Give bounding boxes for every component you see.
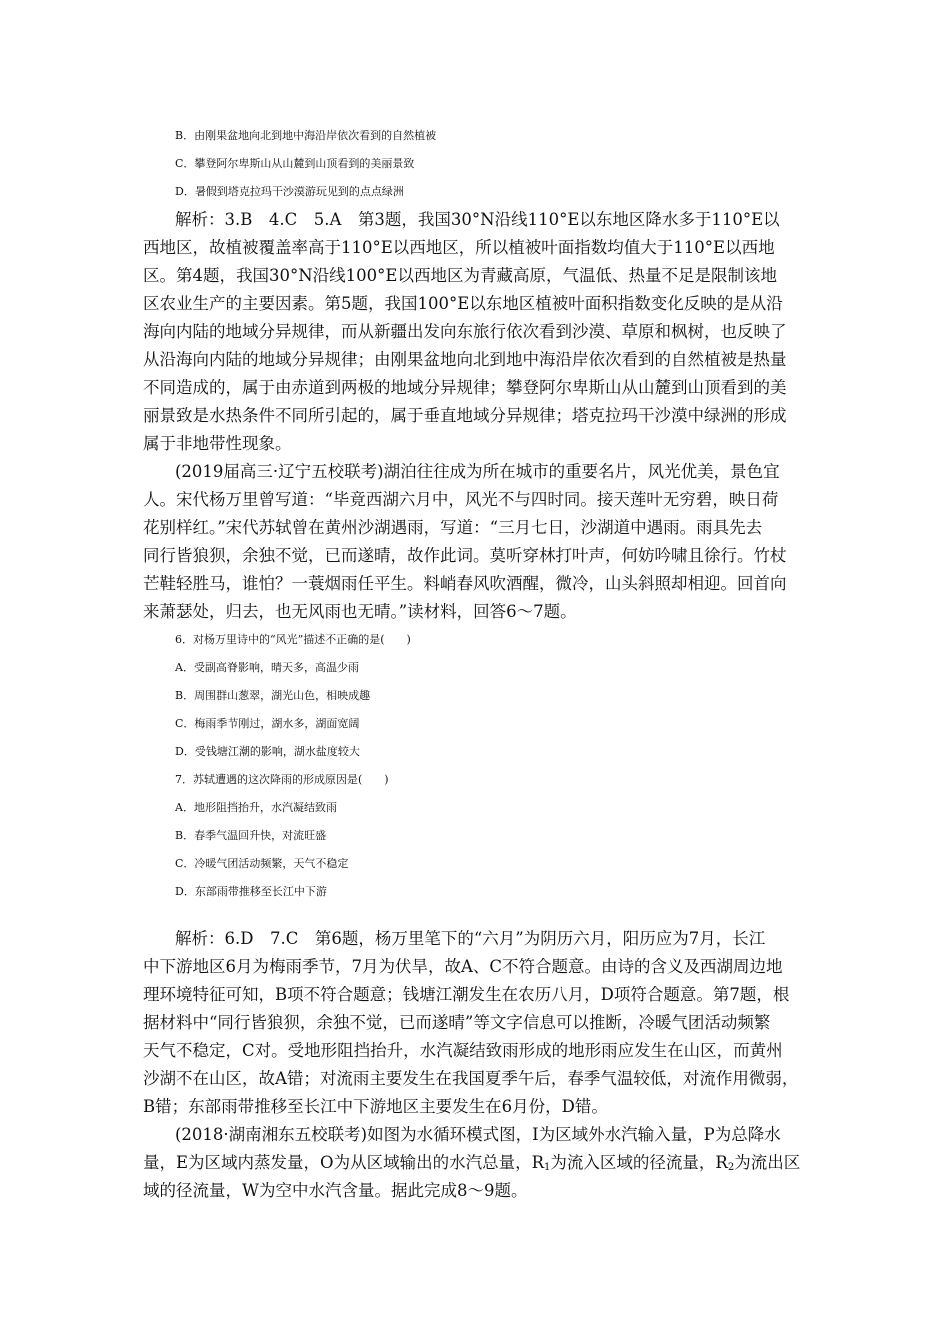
- q7-option-a: A．地形阻挡抬升，水汽凝结致雨: [175, 801, 337, 814]
- material-8-9-line: (2018·湖南湘东五校联考)如图为水循环模式图，I为区域外水汽输入量，P为总降水: [175, 1125, 781, 1144]
- material-6-7-line: 花别样红。”宋代苏轼曾在黄州沙湖遇雨，写道：“三月七日，沙湖道中遇雨。雨具先去: [143, 518, 763, 537]
- material-8-9-line: 域的径流量，W为空中水汽含量。据此完成8～9题。: [143, 1181, 528, 1200]
- analysis-3-5-line: 区农业生产的主要因素。第5题，我国100°E以东地区植被叶面积指数变化反映的是从沿: [143, 294, 783, 313]
- material-6-7-line: (2019届高三·辽宁五校联考)湖泊往往成为所在城市的重要名片，风光优美，景色宜: [175, 462, 780, 481]
- material-8-9-line: [143, 1149, 833, 1176]
- q5-option-d: D．暑假到塔克拉玛干沙漠游玩见到的点点绿洲: [175, 185, 404, 198]
- q5-option-c: C．攀登阿尔卑斯山从山麓到山顶看到的美丽景致: [175, 157, 415, 170]
- analysis-3-5-line: 解析：3.B 4.C 5.A 第3题，我国30°N沿线110°E以东地区降水多于110°E以: [175, 210, 780, 229]
- q7-option-d: D．东部雨带推移至长江中下游: [175, 885, 327, 898]
- analysis-3-5-line: 海向内陆的地域分异规律，而从新疆出发向东旅行依次看到沙漠、草原和枫树，也反映了: [143, 322, 787, 341]
- material-6-7-line: 人。宋代杨万里曾写道：“毕竟西湖六月中，风光不与四时同。接天莲叶无穷碧，映日荷: [143, 490, 779, 509]
- material-6-7-line: 来萧瑟处，归去，也无风雨也无晴。”读材料，回答6～7题。: [143, 602, 577, 621]
- material-6-7-line: 同行皆狼狈，余独不觉，已而遂晴，故作此词。莫听穿林打叶声，何妨吟啸且徐行。竹杖: [143, 546, 787, 565]
- q6-option-d: D．受钱塘江潮的影响，湖水盐度较大: [175, 745, 360, 758]
- subscript-2: 2: [727, 1162, 735, 1173]
- subscript-1: 1: [544, 1162, 551, 1173]
- q5-option-b: B．由刚果盆地向北到地中海沿岸依次看到的自然植被: [175, 129, 437, 142]
- analysis-3-5-line: 属于非地带性现象。: [143, 434, 292, 453]
- analysis-6-7-line: 天气不稳定，C对。受地形阻挡抬升，水汽凝结致雨形成的地形雨应发生在山区，而黄州: [143, 1041, 783, 1060]
- q6-stem: 6．对杨万里诗中的“风光”描述不正确的是( ): [175, 633, 411, 646]
- analysis-6-7-line: 理环境特征可知，B项不符合题意；钱塘江潮发生在农历八月，D项符合题意。第7题，根: [143, 985, 790, 1004]
- q6-option-c: C．梅雨季节刚过，湖水多，湖面宽阔: [175, 717, 360, 730]
- q7-option-b: B．春季气温回升快，对流旺盛: [175, 829, 327, 842]
- q6-option-a: A．受副高脊影响，晴天多，高温少雨: [175, 661, 359, 674]
- material-8-9-text: 量，E为区域内蒸发量，O为从区域输出的水汽总量，R: [143, 1153, 544, 1172]
- analysis-6-7-line: 沙湖不在山区，故A错；对流雨主要发生在我国夏季午后，春季气温较低，对流作用微弱，: [143, 1069, 799, 1088]
- q6-option-b: B．周围群山葱翠，湖光山色，相映成趣: [175, 689, 371, 702]
- analysis-3-5-line: 从沿海向内陆的地域分异规律；由刚果盆地向北到地中海沿岸依次看到的自然植被是热量: [143, 350, 787, 369]
- material-6-7-line: 芒鞋轻胜马，谁怕？一蓑烟雨任平生。料峭春风吹酒醒，微冷，山头斜照却相迎。回首向: [143, 574, 787, 593]
- analysis-3-5-line: 西地区，故植被覆盖率高于110°E以西地区，所以植被叶面指数均值大于110°E以西地: [143, 238, 775, 257]
- analysis-3-5-line: 丽景致是水热条件不同所引起的，属于垂直地域分异规律；塔克拉玛干沙漠中绿洲的形成: [143, 406, 787, 425]
- q7-stem: 7．苏轼遭遇的这次降雨的形成原因是( ): [175, 773, 389, 786]
- q7-option-c: C．冷暖气团活动频繁，天气不稳定: [175, 857, 349, 870]
- analysis-6-7-line: 解析：6.D 7.C 第6题，杨万里笔下的“六月”为阴历六月，阳历应为7月，长江: [175, 929, 766, 948]
- analysis-6-7-line: B错；东部雨带推移至长江中下游地区主要发生在6月份，D错。: [143, 1097, 608, 1116]
- analysis-3-5-line: 不同造成的，属于由赤道到两极的地域分异规律；攀登阿尔卑斯山从山麓到山顶看到的美: [143, 378, 787, 397]
- analysis-6-7-line: 据材料中“同行皆狼狈，余独不觉，已而遂晴”等文字信息可以推断，冷暖气团活动频繁: [143, 1013, 771, 1032]
- analysis-6-7-line: 中下游地区6月为梅雨季节，7月为伏旱，故A、C不符合题意。由诗的含义及西湖周边地: [143, 957, 783, 976]
- analysis-3-5-line: 区。第4题，我国30°N沿线100°E以西地区为青藏高原，气温低、热量不足是限制该地: [143, 266, 777, 285]
- material-8-9-text: 为流入区域的径流量，R: [550, 1153, 728, 1172]
- material-8-9-text: 为流出区: [734, 1153, 801, 1172]
